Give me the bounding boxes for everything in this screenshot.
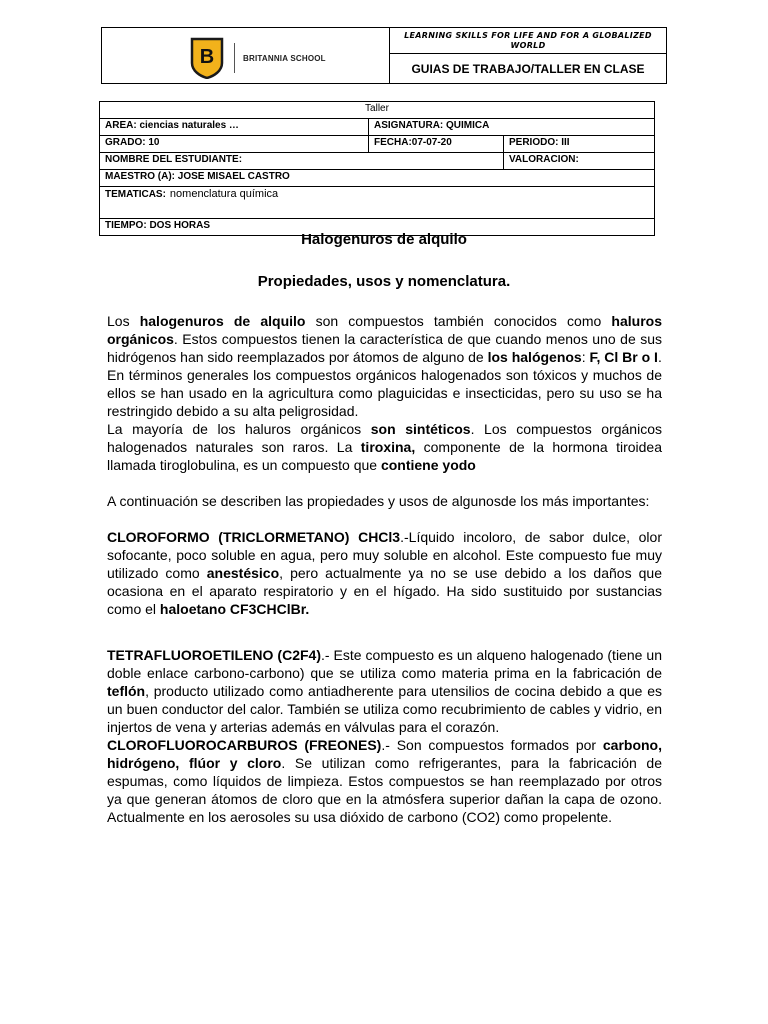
synthetic-paragraph: La mayoría de los haluros orgánicos son sintéticos. Los compuestos orgánicos halogenados naturales son raros. La tiroxina, componente de la hormona tiroidea llamada tiroglobulina, es un compuesto que contiene yodo	[107, 421, 662, 473]
freones-paragraph: CLOROFLUOROCARBUROS (FREONES).- Son compuestos formados por carbono, hidrógeno, flúor y cloro. Se utilizan como refrigerantes, para la fabricación de espumas, como líquidos de limpieza. Estos compuestos se han reemplazado por otros ya que generan átomos de cloro que en la atmósfera superior dañan la capa de ozono. Actualmente en los aerosoles su usa dióxido de carbono (CO2) como propelente.	[107, 737, 662, 825]
document-title: Halogenuros de alquilo	[301, 231, 467, 248]
tematicas-label: TEMATICAS:	[105, 189, 166, 200]
tiempo-field: TIEMPO: DOS HORAS	[100, 219, 655, 236]
header-table	[101, 27, 667, 84]
area-field: AREA: ciencias naturales …	[100, 119, 369, 136]
periodo-field: PERIODO: III	[504, 136, 655, 153]
tematicas-value: nomenclatura química	[169, 188, 279, 200]
cloroformo-paragraph: CLOROFORMO (TRICLORMETANO) CHCl3.-Líquido incoloro, de sabor dulce, olor sofocante, poco soluble en agua, pero muy soluble en alcohol. Este compuesto fue muy utilizado como anestésico, pero actualmente ya no se use debido a los daños que ocasiona en el aparato respiratorio y en el hígado. Ha sido sustituido por sustancias como el haloetano CF3CHClBr.	[107, 529, 662, 617]
intro-paragraph: Los halogenuros de alquilo son compuestos también conocidos como haluros orgánicos. Estos compuestos tienen la característica de que cuando menos uno de sus hidrógenos han sido reemplazados por átomos de alguno de los halógenos: F, Cl Br o I.	[107, 313, 662, 365]
grado-field: GRADO: 10	[100, 136, 369, 153]
guide-title: GUIAS DE TRABAJO/TALLER EN CLASE	[390, 54, 667, 84]
valoracion-field: VALORACION:	[504, 153, 655, 170]
logo-divider	[234, 43, 235, 73]
school-motto: LEARNING SKILLS FOR LIFE AND FOR A GLOBALIZED WORLD	[390, 28, 667, 54]
taller-label: Taller	[100, 102, 655, 119]
school-logo	[190, 37, 326, 79]
document-subtitle: Propiedades, usos y nomenclatura.	[257, 273, 511, 290]
shield-logo-icon	[190, 37, 224, 79]
tetrafluoroetileno-paragraph: TETRAFLUOROETILENO (C2F4).- Este compuesto es un alqueno halogenado (tiene un doble enlace carbono-carbono) que se utiliza como materia prima en la fabricación de teflón, producto utilizado como antiadherente para utensilios de cocina debido a que es un buen conductor del calor. También se utiliza como recubrimiento de cables y vidrio, en injertos de vena y arterias además en válvulas para el corazón.	[107, 647, 662, 735]
maestro-field: MAESTRO (A): JOSE MISAEL CASTRO	[100, 170, 655, 187]
school-name: BRITANNIA SCHOOL	[243, 53, 326, 63]
toxicity-paragraph: En términos generales los compuestos orgánicos halogenados son tóxicos y muchos de ellos se han usado en la agricultura como plaguicidas e insecticidas, pero su uso se ha restringido debido a su alta peligrosidad.	[107, 367, 662, 419]
tematicas-field	[100, 187, 655, 219]
logo-cell	[102, 28, 390, 84]
fecha-field: FECHA:07-07-20	[369, 136, 504, 153]
asignatura-field: ASIGNATURA: QUIMICA	[369, 119, 655, 136]
nombre-field: NOMBRE DEL ESTUDIANTE:	[100, 153, 504, 170]
article-body	[107, 312, 662, 826]
logo-letter: B	[199, 46, 215, 68]
intro-list-paragraph: A continuación se describen las propiedades y usos de algunosde los más importantes:	[107, 493, 650, 509]
info-table	[99, 101, 655, 236]
